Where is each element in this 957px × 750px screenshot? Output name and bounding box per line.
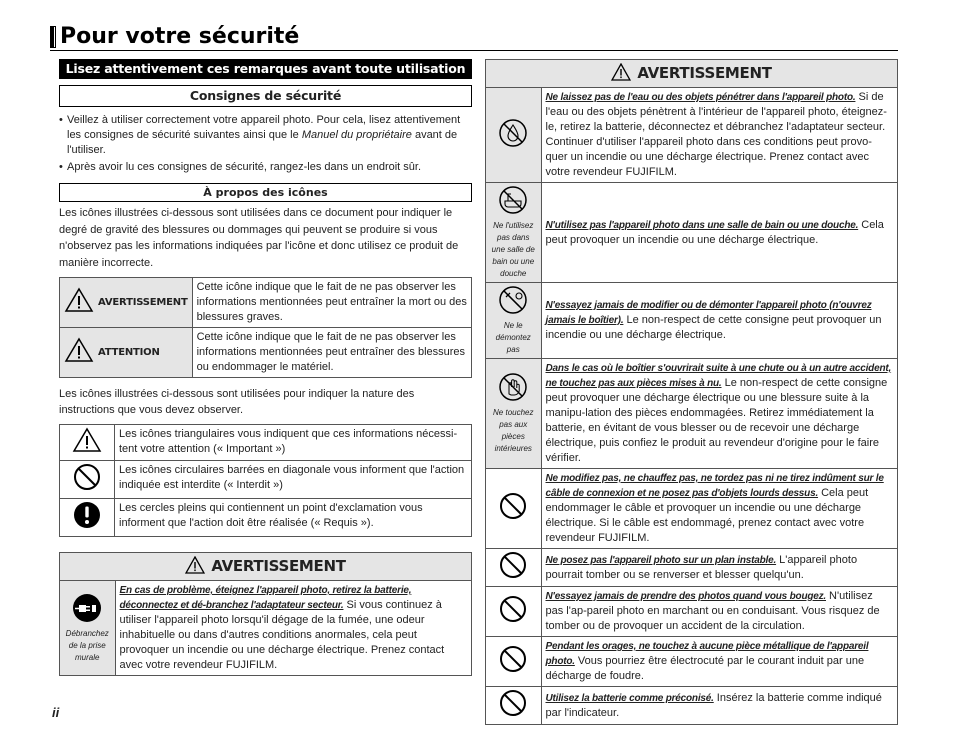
icon-caption: Ne l'utilisez pas dans une salle de bain ou une douche — [491, 221, 535, 278]
no-touch-icon — [498, 393, 528, 405]
level-row — [60, 328, 472, 378]
title-rule — [50, 50, 898, 51]
warning-icon-cell — [60, 581, 115, 675]
warning-text — [541, 587, 897, 637]
level-label-cell — [60, 278, 193, 328]
warning-row — [486, 687, 897, 725]
warning-body: Cela peut endommager le câble et provoquer un incendie ou une décharge électrique. Si le câble est endommagé, prenez contact avec votre revendeur FUJIFILM. — [545, 487, 869, 544]
warning-row — [486, 88, 897, 183]
warning-title: AVERTISSEMENT — [60, 553, 471, 581]
icon-caption: Débranchez de la prise murale — [65, 628, 109, 662]
warning-icon-cell — [486, 88, 541, 183]
warning-row — [486, 637, 897, 687]
warning-triangle-icon — [185, 556, 205, 577]
warning-bold: Utilisez la batterie comme préconisé. — [545, 692, 714, 704]
type-row — [60, 461, 472, 499]
type-text: Les icônes circulaires barrées en diagonale vous informent que l'action indiquée est interdite (« Interdit ») — [115, 461, 472, 499]
warning-row — [486, 549, 897, 587]
warning-bold: N'essayez jamais de prendre des photos quand vous bougez. — [545, 591, 826, 602]
warning-body: N'utilisez pas l'ap-pareil photo en marchant ou en conduisant. Vous risquez de tomber ou de provoquer un accident de la circulation. — [545, 590, 880, 632]
triangle-icon — [72, 444, 102, 456]
prohibited-icon — [499, 570, 527, 582]
level-label-cell — [60, 328, 193, 378]
bullet-item: • Après avoir lu ces consignes de sécurité, rangez-les dans un endroit sûr. — [59, 160, 472, 175]
icon-caption: Ne touchez pas aux pièces intérieures — [493, 408, 534, 453]
warning-text — [541, 687, 897, 725]
prohibited-icon — [499, 614, 527, 626]
prohibited-icon — [499, 664, 527, 676]
type-icon-cell — [60, 425, 115, 461]
type-row — [60, 499, 472, 537]
warning-bold: Pendant les orages, ne touchez à aucune pièce métallique de l'appareil photo. — [545, 641, 869, 667]
warning-body: L'appareil photo pourrait tomber ou se renverser et blesser quelqu'un. — [545, 553, 858, 581]
type-text: Les icônes triangulaires vous indiquent que ces informations nécessi-tent votre attention (« Important ») — [115, 425, 472, 461]
warning-text — [541, 283, 897, 359]
warning-text — [541, 469, 897, 549]
right-warning-table — [486, 88, 897, 724]
warning-icon-cell — [486, 469, 541, 549]
type-text: Les cercles pleins qui contiennent un point d'exclamation vous informent que l'action doit être réalisée (« Requis »). — [115, 499, 472, 537]
warning-icon-cell — [486, 637, 541, 687]
warning-text — [541, 549, 897, 587]
warning-icon-cell — [486, 359, 541, 469]
warning-body: Vous pourriez être électrocuté par le courant induit par une décharge de foudre. — [545, 655, 865, 682]
level-text: Cette icône indique que le fait de ne pas observer les informations mentionnées peut entraîner la mort ou des blessures graves. — [192, 278, 471, 328]
warning-body: Le non-respect de cette consigne peut provoquer un incendie ou une décharge électrique. — [545, 314, 882, 341]
warning-triangle-icon — [64, 287, 94, 318]
right-column — [485, 59, 898, 725]
warning-body: Si de l'eau ou des objets pénètrent à l'intérieur de l'appareil photo, éteignez-le, retirez la batterie, déconnectez et débranchez l'adaptateur secteur. Continuer d'utiliser l'appareil photo dans ces conditions peut provo-quer un incendie ou une décharge électrique. Prenez contact avec votre revendeur FUJIFILM. — [545, 91, 887, 178]
warning-triangle-icon — [64, 337, 94, 368]
level-label: AVERTISSEMENT — [98, 297, 188, 308]
warning-row — [486, 183, 897, 283]
warning-bold: N'utilisez pas l'appareil photo dans une salle de bain ou une douche. — [545, 219, 859, 231]
warning-row — [486, 359, 897, 469]
warning-text — [541, 88, 897, 183]
apropos-text: Les icônes illustrées ci-dessous sont utilisées dans ce document pour indiquer le degré de gravité des blessures ou dommages qui peuvent se produire si vous n'observez pas les informations indiquées par l'icône et donc utilisez ce produit de manière incorrecte. — [59, 207, 459, 269]
page-number: ii — [52, 705, 60, 720]
level-label: ATTENTION — [98, 347, 160, 358]
type-table — [59, 424, 472, 537]
required-icon — [73, 520, 101, 532]
type-icon-cell — [60, 461, 115, 499]
left-warning-box — [59, 552, 472, 676]
page-title: Pour votre sécurité — [60, 24, 300, 49]
left-column — [59, 59, 472, 676]
level-text: Cette icône indique que le fait de ne pas observer les informations mentionnées peut entraîner des blessures ou endommager le matériel. — [192, 328, 471, 378]
warning-icon-cell — [486, 183, 541, 283]
warning-row — [60, 581, 471, 675]
right-warning-box — [485, 59, 898, 725]
warning-row — [486, 587, 897, 637]
safety-bullets — [59, 113, 472, 175]
warning-body: Si vous continuez à utiliser l'appareil photo lorsqu'il dégage de la fumée, une odeur inhabituelle ou dans d'autres conditions anormales, cela peut provoquer un incendie ou une décharge électrique. Prenez contact avec votre revendeur FUJIFILM. — [119, 599, 445, 671]
no-disassemble-icon — [498, 306, 528, 318]
warning-row — [486, 469, 897, 549]
warning-bold: En cas de problème, éteignez l'appareil photo, retirez la batterie, déconnectez et dé-branchez l'adaptateur secteur. — [119, 585, 412, 611]
warning-title: AVERTISSEMENT — [486, 60, 897, 88]
warning-text — [541, 359, 897, 469]
warning-row — [486, 283, 897, 359]
warning-triangle-icon — [611, 63, 631, 84]
warning-icon-cell — [486, 283, 541, 359]
consignes-heading: Consignes de sécurité — [59, 85, 472, 107]
warning-icon-cell — [486, 687, 541, 725]
bullet-item: • Veillez à utiliser correctement votre appareil photo. Pour cela, lisez attentivement les consignes de sécurité suivantes ainsi que le Manuel du propriétaire avant de l'utiliser. — [59, 113, 472, 158]
title-marker — [50, 26, 56, 48]
warning-icon-cell — [486, 549, 541, 587]
warning-body: Insérez la batterie comme indiqué par l'indicateur. — [545, 691, 882, 719]
warning-text — [115, 581, 471, 675]
warning-bold: Ne laissez pas de l'eau ou des objets pénétrer dans l'appareil photo. — [545, 92, 856, 103]
type-icon-cell — [60, 499, 115, 537]
type-row — [60, 425, 472, 461]
warning-bold: N'essayez jamais de modifier ou de démonter l'appareil photo (n'ouvrez jamais le boîtier). — [545, 300, 872, 326]
prohibited-icon — [499, 708, 527, 720]
main-heading: Lisez attentivement ces remarques avant toute utilisation — [59, 59, 472, 79]
warning-text — [541, 637, 897, 687]
level-row — [60, 278, 472, 328]
warning-icon-cell — [486, 587, 541, 637]
warning-bold: Ne posez pas l'appareil photo sur un plan instable. — [545, 554, 777, 566]
left-warning-table — [60, 581, 471, 675]
warning-body: Le non-respect de cette consigne peut provoquer une décharge électrique ou une blessure suite à la manipu-lation des pièces endommagées. Retirez immédiatement la batterie, en évitant de vous blesser ou de recevoir une décharge électrique, puis confiez le produit au revendeur d'origine pour le faire vérifier. — [545, 377, 888, 464]
no-water-icon — [498, 139, 528, 151]
apropos-heading: À propos des icônes — [59, 183, 472, 202]
prohibited-icon — [499, 511, 527, 523]
unplug-icon — [72, 614, 102, 626]
warning-bold: Ne modifiez pas, ne chauffez pas, ne tordez pas ni ne tirez indûment sur le câble de connexion et ne posez pas d'objets lourds dessus. — [545, 473, 884, 499]
warning-bold: Dans le cas où le boîtier s'ouvrirait suite à une chute ou à un autre accident, ne touchez pas aux pièces mises à nu. — [545, 363, 892, 389]
warning-body: Cela peut provoquer un incendie ou une décharge électrique. — [545, 218, 884, 246]
prohibited-icon — [73, 482, 101, 494]
no-bathroom-icon — [498, 206, 528, 218]
level-table — [59, 277, 472, 378]
nature-text: Les icônes illustrées ci-dessous sont utilisées pour indiquer la nature des instructions que vous devez observer. — [59, 388, 415, 416]
warning-text — [541, 183, 897, 283]
icon-caption: Ne le démontez pas — [495, 321, 531, 354]
